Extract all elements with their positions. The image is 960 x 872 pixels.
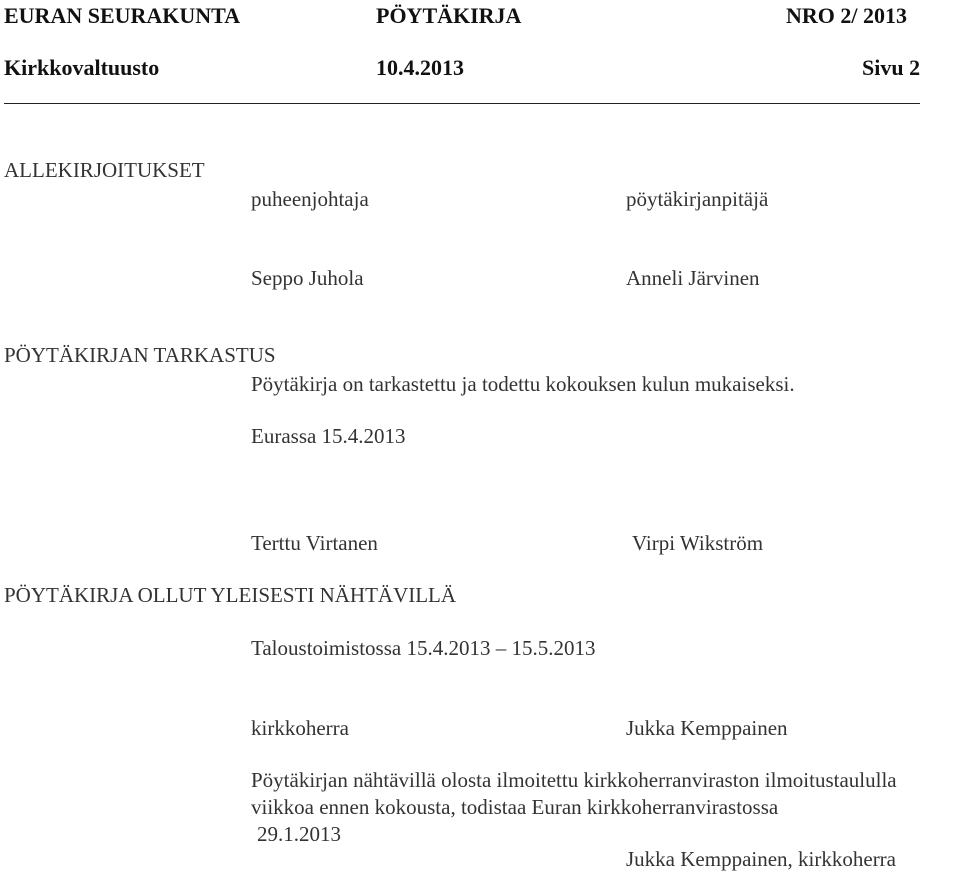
reviewer-2-name: Virpi Wikström — [632, 531, 764, 555]
org-name: EURAN SEURAKUNTA — [4, 3, 241, 28]
review-heading: PÖYTÄKIRJAN TARKASTUS — [4, 343, 276, 367]
secretary-name: Anneli Järvinen — [626, 266, 760, 290]
notice-line-1: Pöytäkirjan nähtävillä olosta ilmoitettu kirkkoherranviraston ilmoitustaululla — [251, 768, 897, 792]
review-statement: Pöytäkirja on tarkastettu ja todettu kokouksen kulun mukaiseksi. — [251, 372, 795, 396]
reviewer-1-name: Terttu Virtanen — [251, 531, 378, 555]
display-signer-name: Jukka Kemppainen — [626, 716, 788, 740]
document-type: PÖYTÄKIRJA — [376, 3, 522, 28]
document-number: NRO 2/ 2013 — [786, 3, 907, 28]
meeting-body: Kirkkovaltuusto — [4, 55, 160, 80]
secretary-role: pöytäkirjanpitäjä — [626, 187, 769, 211]
display-location-dates: Taloustoimistossa 15.4.2013 – 15.5.2013 — [251, 636, 596, 660]
page-number: Sivu 2 — [862, 55, 921, 80]
signatures-heading: ALLEKIRJOITUKSET — [4, 158, 205, 182]
notice-date: 29.1.2013 — [257, 822, 341, 846]
display-role: kirkkoherra — [251, 716, 349, 740]
notice-line-2: viikkoa ennen kokousta, todistaa Euran kirkkoherranvirastossa — [251, 795, 779, 819]
display-heading: PÖYTÄKIRJA OLLUT YLEISESTI NÄHTÄVILLÄ — [4, 583, 457, 607]
header-divider — [4, 103, 920, 104]
chair-name: Seppo Juhola — [251, 266, 364, 290]
chair-role: puheenjohtaja — [251, 187, 369, 211]
meeting-date: 10.4.2013 — [376, 55, 464, 80]
review-place-date: Eurassa 15.4.2013 — [251, 424, 406, 448]
notice-signer: Jukka Kemppainen, kirkkoherra — [626, 847, 896, 871]
